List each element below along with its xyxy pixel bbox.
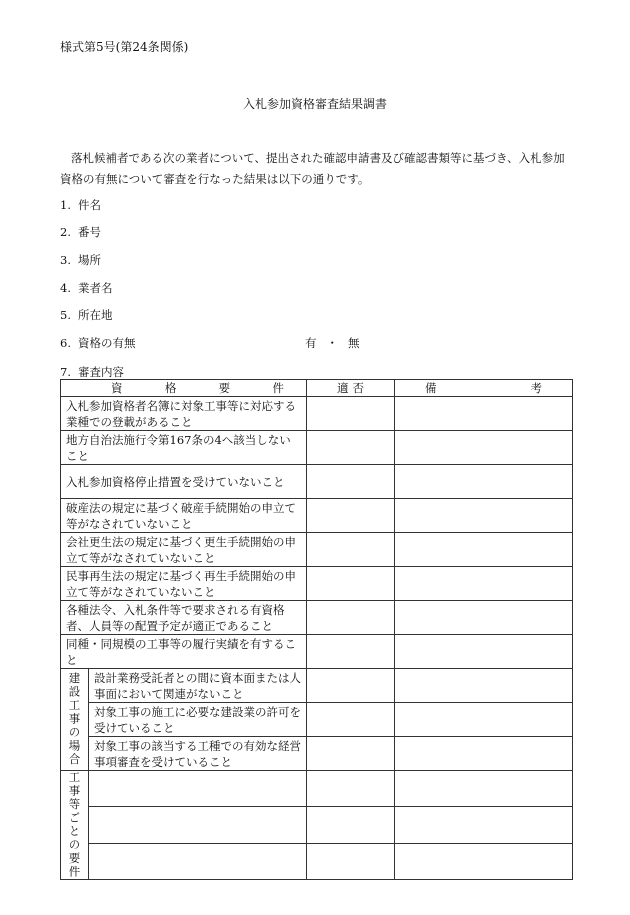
item-address: 5. 所在地 xyxy=(60,308,113,322)
document-title: 入札参加資格審査結果調書 xyxy=(242,97,387,111)
result-cell[interactable] xyxy=(307,669,395,703)
table-row xyxy=(61,807,573,843)
table-row xyxy=(61,737,573,771)
table-row xyxy=(61,635,573,669)
item-qualification: 6. 資格の有無 xyxy=(60,336,136,350)
table-row xyxy=(61,601,573,635)
item-company-name: 4. 業者名 xyxy=(60,281,113,295)
requirement-cell: 各種法令、入札条件等で要求される有資格者、人員等の配置予定が適正であること xyxy=(61,601,307,635)
requirement-cell: 会社更生法の規定に基づく更生手続開始の申立て等がなされていないこと xyxy=(61,533,307,567)
table-row xyxy=(61,397,573,431)
table-row xyxy=(61,499,573,533)
remarks-cell[interactable] xyxy=(395,601,573,635)
result-cell[interactable] xyxy=(307,567,395,601)
requirement-cell: 設計業務受託者との間に資本面または人事面において関連がないこと xyxy=(89,669,307,703)
remarks-cell[interactable] xyxy=(395,635,573,669)
remarks-cell[interactable] xyxy=(395,669,573,703)
remarks-cell[interactable] xyxy=(395,843,573,879)
remarks-cell[interactable] xyxy=(395,771,573,807)
remarks-cell[interactable] xyxy=(395,533,573,567)
table-row xyxy=(61,465,573,499)
form-number: 様式第5号(第24条関係) xyxy=(60,40,189,54)
intro-paragraph: 落札候補者である次の業者について、提出された確認申請書及び確認書類等に基づき、入札参加資格の有無について審査を行なった結果は以下の通りです。 xyxy=(60,151,565,186)
qualification-yes: 有 xyxy=(305,336,317,350)
table-row xyxy=(61,567,573,601)
table-row xyxy=(61,843,573,879)
qualification-separator: ・ xyxy=(326,336,338,350)
requirement-cell: 入札参加資格者名簿に対象工事等に対応する業種での登載があること xyxy=(61,397,307,431)
item-subject: 1. 件名 xyxy=(60,198,101,212)
requirement-cell: 同種・同規模の工事等の履行実績を有すること xyxy=(61,635,307,669)
remarks-cell[interactable] xyxy=(395,807,573,843)
result-cell[interactable] xyxy=(307,397,395,431)
result-cell[interactable] xyxy=(307,635,395,669)
result-cell[interactable] xyxy=(307,533,395,567)
item-place: 3. 場所 xyxy=(60,253,101,267)
remarks-cell[interactable] xyxy=(395,431,573,465)
table-row xyxy=(61,703,573,737)
result-cell[interactable] xyxy=(307,843,395,879)
table-row xyxy=(61,533,573,567)
table-row xyxy=(61,431,573,465)
table-header-row xyxy=(61,380,573,397)
header-requirement: 資 格 要 件 xyxy=(61,380,307,397)
result-cell[interactable] xyxy=(307,737,395,771)
qualification-no: 無 xyxy=(348,336,360,350)
review-table xyxy=(60,379,573,880)
remarks-cell[interactable] xyxy=(395,499,573,533)
requirement-cell: 破産法の規定に基づく破産手続開始の申立て等がなされていないこと xyxy=(61,499,307,533)
requirement-input-cell[interactable] xyxy=(89,843,307,879)
construction-group-label: 建設工事の場合 xyxy=(61,669,89,771)
requirement-input-cell[interactable] xyxy=(89,807,307,843)
requirement-cell: 入札参加資格停止措置を受けていないこと xyxy=(61,465,307,499)
qualification-choice xyxy=(305,335,360,351)
result-cell[interactable] xyxy=(307,431,395,465)
item-review-contents: 7. 審査内容 xyxy=(60,365,124,379)
result-cell[interactable] xyxy=(307,465,395,499)
table-row xyxy=(61,771,573,807)
remarks-cell[interactable] xyxy=(395,397,573,431)
remarks-cell[interactable] xyxy=(395,567,573,601)
remarks-cell[interactable] xyxy=(395,737,573,771)
remarks-cell[interactable] xyxy=(395,703,573,737)
requirement-cell: 対象工事の施工に必要な建設業の許可を受けていること xyxy=(89,703,307,737)
result-cell[interactable] xyxy=(307,703,395,737)
result-cell[interactable] xyxy=(307,499,395,533)
result-cell[interactable] xyxy=(307,601,395,635)
requirement-cell: 地方自治法施行令第167条の4へ該当しないこと xyxy=(61,431,307,465)
table-row xyxy=(61,669,573,703)
item-number: 2. 番号 xyxy=(60,225,101,239)
header-remarks: 備 考 xyxy=(395,380,573,397)
result-cell[interactable] xyxy=(307,807,395,843)
requirement-input-cell[interactable] xyxy=(89,771,307,807)
requirement-cell: 対象工事の該当する工種での有効な経営事項審査を受けていること xyxy=(89,737,307,771)
result-cell[interactable] xyxy=(307,771,395,807)
remarks-cell[interactable] xyxy=(395,465,573,499)
header-result: 適 否 xyxy=(307,380,395,397)
per-work-group-label: 工事等ごとの要件 xyxy=(61,771,89,880)
requirement-cell: 民事再生法の規定に基づく再生手続開始の申立て等がなされていないこと xyxy=(61,567,307,601)
